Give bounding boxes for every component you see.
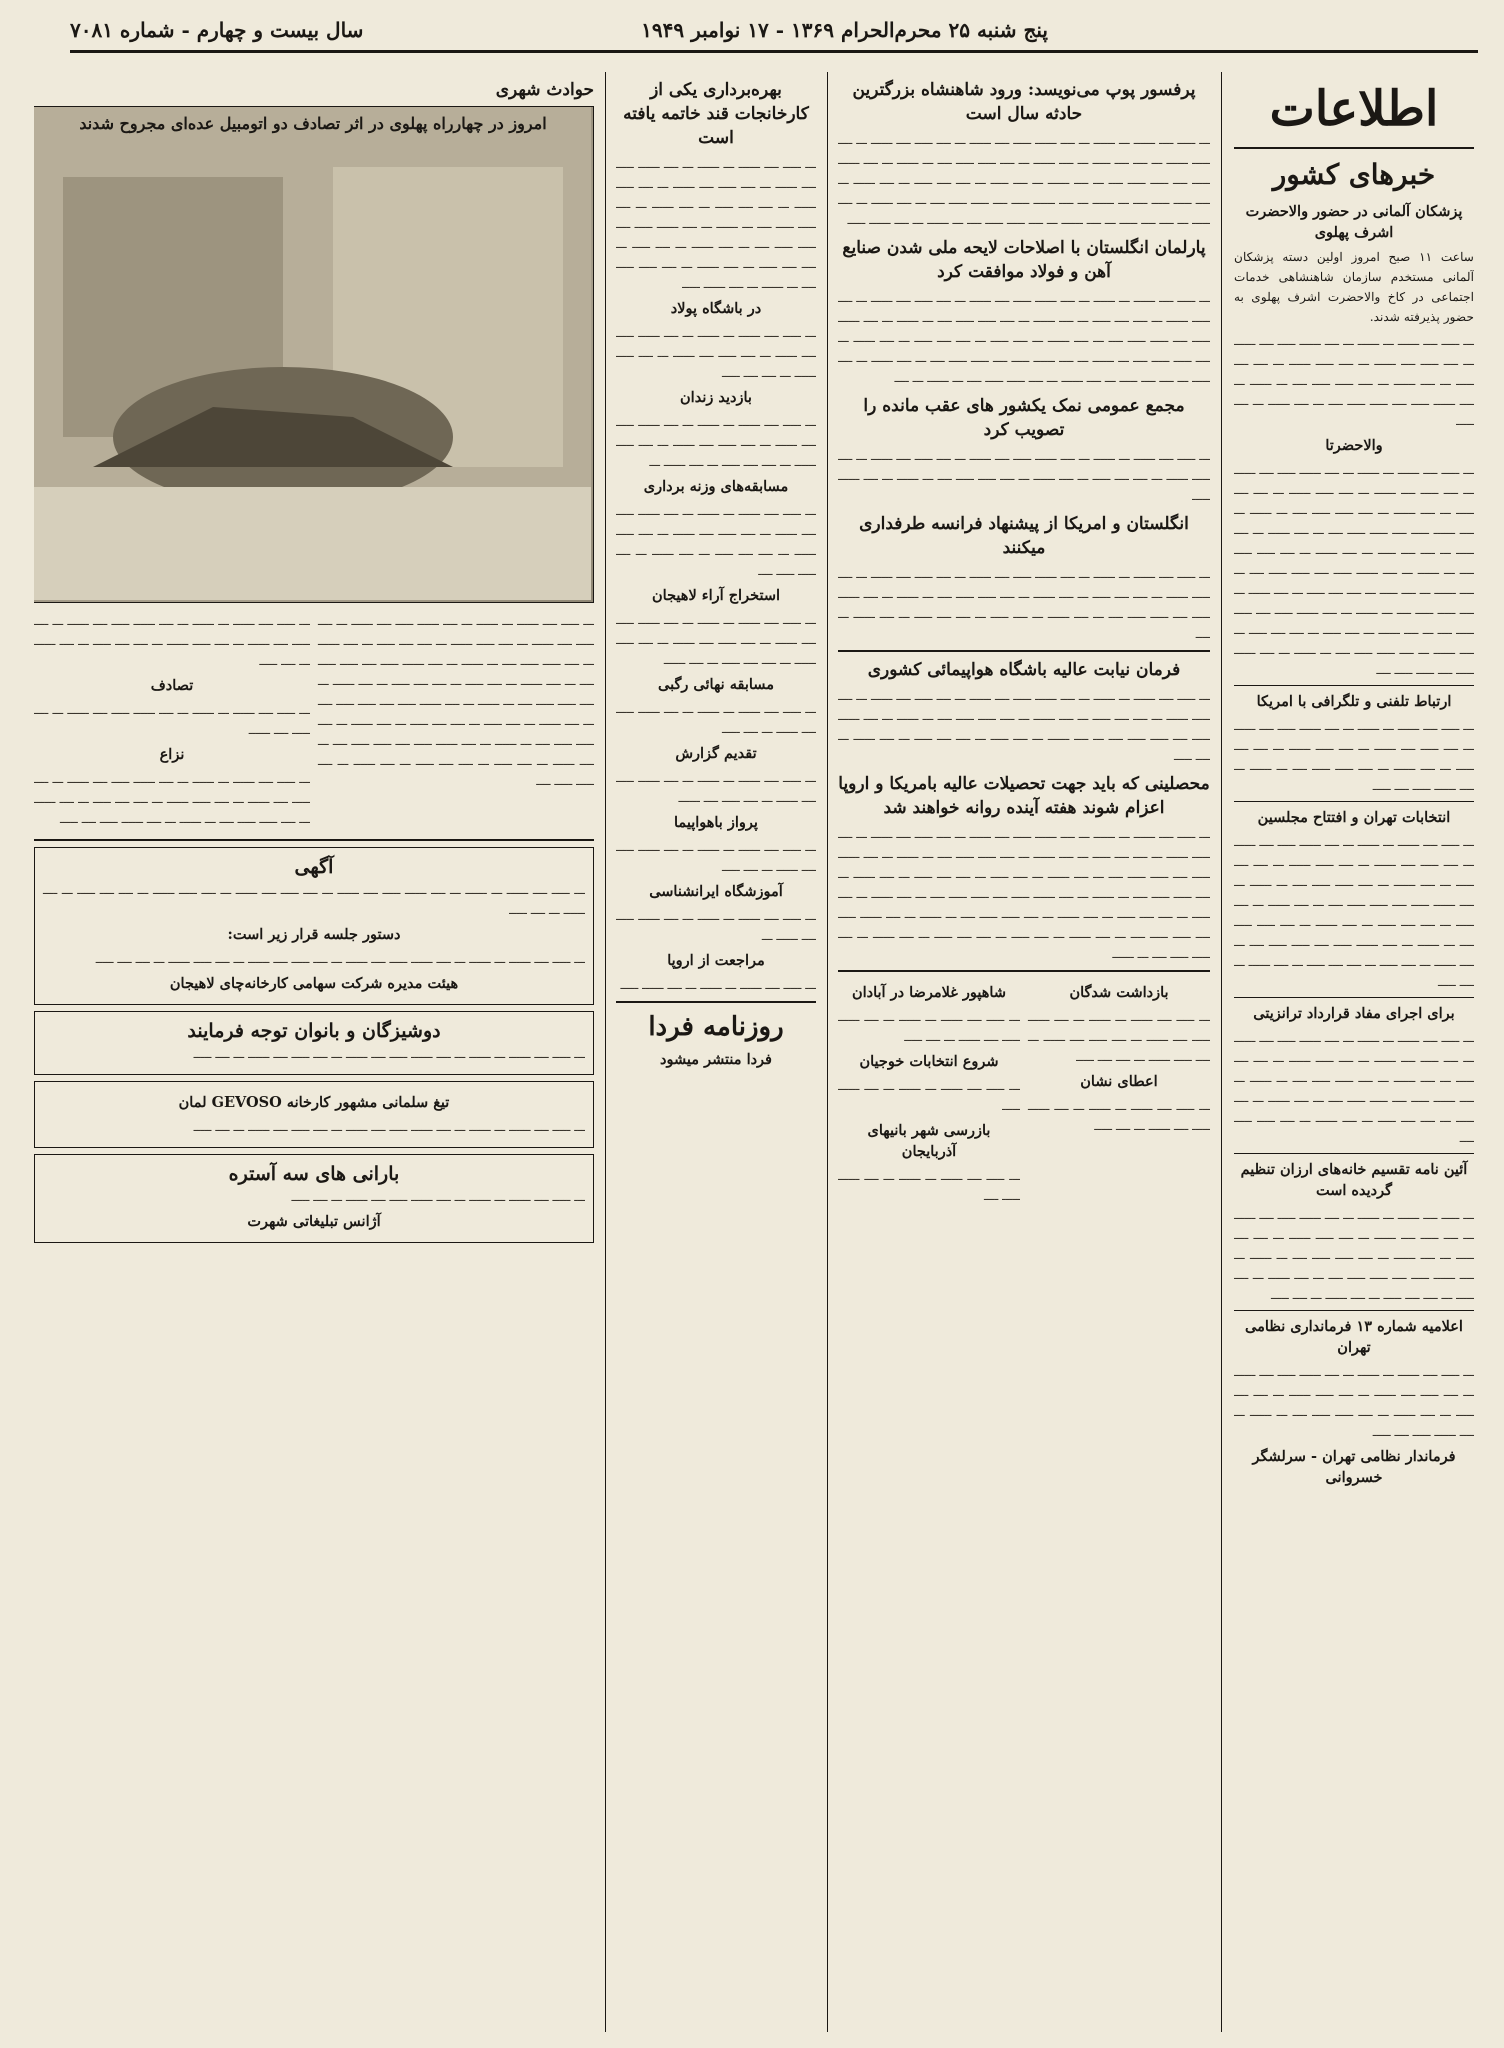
headline-weightlifting: مسابقه‌های وزنه برداری — [643, 478, 789, 495]
subhead-highness: والاحضرتا — [1325, 437, 1383, 454]
article-body: ـــ ـــــ ــــ ــــــ ـــ ــــــ ـــ ــــ ــــــ ـــــ ــــ ــــــ ـــ ــــ ـــــ ــــ ــــــ ـــ ــــ ـــــ ــــــ ـــ ــــ ــــ ـــــ ـــ ــــ ــــــ ـــ ــــ ـــــ ـــــ ــــ ـــ ــــــ ـــ ــــ ــــــ ـــــ ــــ ـــــ ـــــ ــــ ـــ ــــ ــــــ ـــ ــــ ـــــ ـــ ــــ ــــ ـــــ ـــ ــــ ــــــ ـــ ــــ ـــــ — [838, 689, 1210, 763]
headline-un-assembly: مجمع عمومی نمک یکشور های عقب مانده را تصویب کرد — [863, 396, 1185, 440]
article-body: ـــ ـــــ ــــ ــــــ ـــ ــــــ ـــ ــــ ــــــ ـــــ ــــ ــــــ ـــ ــــ ـــــ ــــ ــــــ ـــ ــــ ـــــ ــــــ ـــ ــــ ــــ ـــــ ـــ ــــ ــــــ ـــ ــــ ـــــ ـــــ ــــ ـــ ــــــ ـــ ــــ ــــــ ـــــ ــــ ـــــ ـــــ ــــ ـــ ــــ ــــــ ـــ ــــ ـــــ ـــ ــــ ــــ ـــــ ـــ ــــ ــــــ ـــ ــــ ـــــ ـــــ ــــ ـــ ــــــ ـــ ــــ ــــــ ـــــ ــــ ـــــ ـــــ ــــ ـــ ــــ ــــــ ـــ ــــ ـــــ ـــ ــــ ــــ ـــــ ـــ ــــ ــــــ ـــ ــــ ـــــ ـــــ ــــ ـــ ــــــ ـــ ــــ ــــــ ـــــ ــــ ـــــ ـــــ ــــ ـــ ــــ ــــــ ـــ ــــ ـــــ ـــ ــــ ــــ ـــــ ـــ ــــ ــــــ ـــ ــــ ـــــ ـــــ ــــ ـــ ــــــ — [838, 827, 1210, 961]
ad-ladies-title: دوشیزگان و بانوان توجه فرمایند — [187, 1020, 441, 1042]
headline-prison-visit: بازدید زندان — [680, 389, 752, 406]
headline-pope-shah-visit: پرفسور پوپ می‌نویسد: ورود شاهنشاه بزرگترین حادثه سال است — [852, 80, 1196, 124]
column-1 — [1234, 72, 1474, 2032]
headline-accident: تصادف — [150, 677, 194, 694]
headline-quarrel: نزاع — [159, 746, 185, 763]
brief-news-grid: بازداشت شدگان ـــ ـــــ ــــ ــــــ ـــ ــــــ ـــ ــــ ــــــ ـــــ ــــ ــــــ ـــ ــــ ـــــ ــــ ــــــ ـــ ــــ ـــــ ــــــ ـــ ــــ ــــ ـــــ اعطای نشان ـــ ـــــ ــــ ــــــ ـــ ــــــ ـــ ــــ ــــــ ـــــ ــــ ــــــ ـــ ــــ ـــــ شاهپور غلامرضا در آبادان ـــ ـــــ ــــ ــــــ ـــ ــــــ ـــ ــــ ــــــ ـــــ ــــ ــــــ ـــ ــــ ـــــ شروع انتخابات خوجیان ـــ ـــــ ــــ ــــــ ـــ ــــــ ـــ ــــ ــــــ ـــــ بازرسی شهر بانیهای آذربایجان ـــ ـــــ ــــ ــــــ ـــ ــــــ ـــ ــــ ــــــ ـــــ ــــ — [838, 984, 1210, 1203]
brief-khojian-elections: شروع انتخابات خوجیان — [859, 1053, 999, 1070]
headline-report-submitted: تقدیم گزارش — [675, 745, 757, 762]
newspaper-logo: اطلاعات — [1234, 72, 1474, 149]
article-body: ـــ ـــــ ــــ ــــــ ـــ ــــــ ـــ ــــ ــــــ ـــــ ــــ ــــــ ـــ ــــ ـــــ ــــ ــــــ ـــ ــــ ـــــ ــــــ ـــ ــــ ــــ ـــــ ـــ ــــ ــــــ ـــ ــــ ـــــ ـــــ ــــ ـــ ــــــ ـــ ــــ ــــــ ـــــ ــــ ـــــ ـــــ ــــ ـــ ــــ ــــــ ـــ ــــ ـــــ ـــ ــــ ــــ ـــــ ـــ ــــ ــــــ ـــ ــــ ـــــ ـــــ ــــ ـــ ــــــ ـــ ــــ ــــــ ـــــ ــــ ـــــ ـــــ ــــ ـــ ــــ ــــــ ـــ ــــ ـــــ ـــ ــــ ــــ ـــــ ـــ ــــ ــــــ ـــ ــــ ـــــ ـــــ ــــ ـــ ــــــ ـــ ــــ ــــــ ـــــ ــــ ـــــ ـــــ ــــ ـــ ــــ ــــــ ـــ ــــ ـــــ ـــ ــــ ــــ ـــــ ـــ ــــ ــــــ ـــ ــــ ـــــ ـــــ ــــ ـــ ــــــ ـــ ــــ ــــــ ـــــ ــــ ـــــ ـــــ ــــ — [1234, 463, 1474, 677]
headline-sugar-factory: بهره‌برداری یکی از کارخانجات قند خاتمه یافته است — [623, 80, 809, 148]
ad-raincoats: بارانی های سه آستره ـــ ـــــ ــــ ــــــ ـــ ــــــ ـــ ــــ ــــــ ـــــ ــــ ــــــ ـــ ــــ ـــــ آژانس تبلیغاتی شهرت — [34, 1154, 594, 1243]
brief-medal: اعطای نشان — [1080, 1073, 1158, 1090]
headline-tehran-elections: انتخابات تهران و افتتاح مجلسین — [1257, 809, 1451, 826]
dateline — [70, 10, 1478, 48]
article-body: ـــ ـــــ ــــ ــــــ ـــ ــــــ ـــ ــــ ــــــ ـــــ ــــ ــــــ ـــ ــــ ـــــ ــــ ــــــ ـــ ــــ ـــــ ــــــ ـــ ــــ ــــ ـــــ ـــ ــــ ــــــ ـــ ــــ ـــــ ـــــ ــــ ـــ ــــــ ـــ ــــ ــــــ ـــــ ــــ ـــــ ـــــ ــــ ـــ ــــ ــــــ ـــ ــــ ـــــ ـــ ــــ ــــ ـــــ ـــ ــــ ــــــ ـــ ــــ ـــــ ـــــ ــــ ـــ ــــــ ـــ ــــ ــــــ ـــــ ــــ ـــــ ـــــ ــــ ـــ ــــ ــــــ ـــ ــــ ـــــ ـــ ــــ ــــ ـــــ ـــ ــــ ــــــ ـــ ــــ ـــــ — [1234, 835, 1474, 989]
brief-prince-abadan: شاهپور غلامرضا در آبادان — [851, 984, 1007, 1001]
article-body: ـــ ـــــ ــــ ــــــ ـــ ــــــ ـــ ــــ ــــــ ـــــ ــــ ــــــ ـــ ــــ ـــــ ــــ ــــــ ـــ ــــ ـــــ ــــــ ـــ ــــ ــــ ـــــ ـــ ــــ ــــــ ـــ ــــ ـــــ ـــــ ــــ ـــ ــــــ ـــ ــــ ــــــ ـــــ ــــ ـــــ ـــــ ــــ ـــ ــــ ــــــ ـــ ــــ ـــــ — [1234, 334, 1474, 428]
column-divider — [1221, 72, 1222, 2032]
article-body: ـــ ـــــ ــــ ــــــ ـــ ــــــ ـــ ــــ ــــــ ـــــ ــــ ــــــ ـــ ــــ ـــــ ــــ ــــــ ـــ ــــ ـــــ ــــــ ـــ ــــ ــــ ـــــ ـــ ــــ ــــــ ـــ ــــ ـــــ ـــــ ــــ ـــ ــــــ ـــ ــــ ــــــ ـــــ ــــ ـــــ — [1234, 719, 1474, 793]
section-city-events: حوادث شهری — [495, 80, 594, 100]
ad-farda-subtitle: فردا منتشر میشود — [660, 1051, 772, 1068]
ad-lahijan-tea-company: آگهی ـــ ـــــ ــــ ــــــ ـــ ــــــ ـــ ــــ ــــــ ـــــ ــــ ــــــ ـــ ــــ ـــــ ــــ ــــــ ـــ ــــ ـــــ ــــــ ـــ ــــ ــــ ـــــ ـــ ــــ ــــــ ـــ ــــ ـــــ دستور جلسه قرار زیر است: ـــ ـــــ ــــ ــــــ ـــ ــــــ ـــ ــــ ــــــ ـــــ ــــ ــــــ ـــ ــــ ـــــ ــــ ــــــ ـــ ــــ ـــــ ــــــ ـــ ــــ ــــ ـــــ هیئت مدیره شرکت سهامی کارخانه‌چای لاهیجان — [34, 847, 594, 1005]
ad-raincoats-signature: آژانس تبلیغاتی شهرت — [247, 1213, 381, 1230]
article-body: ـــ ـــــ ــــ ــــــ ـــ ــــــ ـــ ــــ ــــــ ـــــ ــــ ــــــ ـــ ــــ ـــــ ــــ ــــــ ـــ ــــ ـــــ ــــــ ـــ ــــ ــــ ـــــ ـــ ــــ ــــــ ـــ ــــ ـــــ ـــــ ــــ ـــ ــــــ ـــ ــــ ــــــ ـــــ ــــ ـــــ ـــــ ــــ ـــ ــــ ــــــ ـــ ــــ ـــــ ـــ ــــ ــــ ـــــ ـــ ــــ ــــــ ـــ ــــ ـــــ — [1234, 1208, 1474, 1302]
photo-image — [34, 107, 591, 600]
brief-detainees: بازداشت شدگان — [1069, 984, 1169, 1001]
headline-german-doctors: پزشکان آلمانی در حضور والاحضرت اشرف پهلوی — [1245, 203, 1463, 241]
ad-notice-title: آگهی — [294, 856, 334, 878]
article-body: ـــ ـــــ ــــ ــــــ ـــ ــــــ ـــ ــــ ــــــ ـــــ ــــ ــــــ ـــ ــــ ـــــ ــــ ــــــ ـــ ــــ ـــــ ــــــ ـــ ــــ ــــ ـــــ ـــ ــــ ــــــ ـــ ــــ ـــــ ـــــ ــــ ـــ ــــــ ـــ ــــ ــــــ ـــــ — [838, 449, 1210, 503]
article-body: ـــ ـــــ ــــ ــــــ ـــ ــــــ ـــ ــــ ــــــ ـــــ ــــ ــــــ ـــ ــــ ـــــ ــــ ــــــ ـــ ــــ ـــــ ــــــ ـــ ــــ ــــ ـــــ ـــ ــــ ــــــ ـــ ــــ ـــــ ـــــ ــــ ـــ ــــــ ـــ ــــ ــــــ ـــــ ــــ ـــــ ـــــ ــــ ـــ ــــ ــــــ ـــ ــــ ـــــ ـــ ــــ ــــ ـــــ ـــ ــــ ــــــ ـــ ــــ ـــــ ـــــ ــــ — [1234, 1031, 1474, 1145]
headline-aviation-club: فرمان نیابت عالیه باشگاه هواپیمائی کشوری — [867, 660, 1181, 680]
article-body: ـــ ـــــ ــــ ــــــ ـــ ــــــ ـــ ــــ ــــــ ـــــ ــــ ــــــ ـــ ــــ ـــــ ــــ ــــــ ـــ ــــ ـــــ ــــــ ـــ ــــ ــــ ـــــ ـــ ــــ ــــــ ـــ ــــ ـــــ ـــــ ــــ ـــ ــــــ ـــ ــــ ــــــ ـــــ ــــ ـــــ ـــــ ــــ ـــ ــــ ــــــ ـــ ــــ ـــــ ـــ ــــ ــــ ـــــ ـــ ــــ ــــــ ـــ ــــ — [838, 567, 1210, 641]
headline-lahijan-votes: استخراج آراء لاهیجان — [652, 587, 780, 604]
issue-date: پنج شنبه ۲۵ محرم‌الحرام ۱۳۶۹ - ۱۷ نوامبر ۱۹۴۹ — [641, 18, 1048, 42]
headline-uk-us-france: انگلستان و امریکا از پیشنهاد فرانسه طرفداری میکنند — [859, 514, 1189, 558]
column-3: بهره‌برداری یکی از کارخانجات قند خاتمه یافته است ـــ ـــــ ــــ ــــــ ـــ ــــــ ـــ ــــ ــــــ ـــــ ــــ ــــــ ـــ ــــ ـــــ ــــ ــــــ ـــ ــــ ـــــ ــــــ ـــ ــــ ــــ ـــــ ـــ ــــ ــــــ ـــ ــــ ـــــ ـــــ ــــ ـــ ــــــ ـــ ــــ ــــــ ـــــ ــــ ـــــ ـــــ ــــ ـــ ــــ ــــــ ـــ ــــ ـــــ ـــ ــــ ــــ ـــــ ـــ ــــ ــــــ ـــ ــــ ـــــ ـــــ ــــ ـــ ــــــ ـــ ــــ ــــــ ـــــ در باشگاه پولاد ـــ ـــــ ــــ ــــــ ـــ ــــــ ـــ ــــ ــــــ ـــــ ــــ ــــــ ـــ ــــ ـــــ ــــ ــــــ ـــ ــــ ـــــ ــــــ ـــ ــــ ــــ ـــــ بازدید زندان ـــ ـــــ ــــ ــــــ ـــ ــــــ ـــ ــــ ــــــ ـــــ ــــ ــــــ ـــ ــــ ـــــ ــــ ــــــ ـــ ــــ ـــــ ــــــ ـــ ــــ ــــ ـــــ ـــ ــــ ــــــ ـــ مسابقه‌های وزنه برداری ـــ ـــــ ــــ ــــــ ـــ ــــــ ـــ ــــ ــــــ ـــــ ــــ ــــــ ـــ ــــ ـــــ ــــ ــــــ ـــ ــــ ـــــ ــــــ ـــ ــــ ــــ ـــــ ـــ ــــ ــــــ ـــ ــــ ـــــ ـــــ ــــ استخراج آراء لاهیجان ـــ ـــــ ــــ ــــــ ـــ ــــــ ـــ ــــ ــــــ ـــــ ــــ ــــــ ـــ ــــ ـــــ ــــ ــــــ ـــ ــــ ـــــ ــــــ ـــ ــــ ــــ ـــــ ـــ ــــ ــــــ مسابقه نهائی رگبی ـــ ـــــ ــــ ــــــ ـــ ــــــ ـــ ــــ ــــــ ـــــ ــــ ــــــ ـــ ــــ ـــــ تقدیم گزارش ـــ ـــــ ــــ ــــــ ـــ ــــــ ـــ ــــ ــــــ ـــــ ــــ ــــــ ـــ ــــ ـــــ ــــ ــــــ پرواز باهواپیما ـــ ـــــ ــــ ــــــ ـــ ــــــ ـــ ــــ ــــــ ـــــ ــــ ــــــ ـــ ــــ ـــــ آموزشگاه ایرانشناسی ـــ ـــــ ــــ ــــــ ـــ ــــــ ـــ ــــ ــــــ ـــــ ــــ ــــــ ـــ مراجعت از اروپا ـــ ـــــ ــــ ــــــ ـــ ــــــ ـــ ــــ ــــــ ـــــ روزنامه فردا فردا منتشر میشود — [616, 80, 816, 1068]
photo-headline: امروز در چهارراه پهلوی در اثر تصادف دو اتومبیل عده‌ای مجروح شدند — [79, 114, 547, 133]
headline-return-europe: مراجعت از اروپا — [667, 952, 765, 969]
headline-flight: پرواز باهواپیما — [674, 814, 758, 831]
headline-iranology-school: آموزشگاه ایرانشناسی — [649, 883, 783, 900]
column-divider — [605, 72, 606, 2032]
ad-ladies-notice: دوشیزگان و بانوان توجه فرمایند ـــ ـــــ ــــ ــــــ ـــ ــــــ ـــ ــــ ــــــ ـــــ ــــ ــــــ ـــ ــــ ـــــ ــــ ــــــ ـــ ــــ ـــــ — [34, 1011, 594, 1075]
ad-raincoats-title: بارانی های سه آستره — [228, 1163, 400, 1185]
accident-photo — [34, 106, 594, 603]
headline-telephone-america: ارتباط تلفنی و تلگرافی با امریکا — [1256, 693, 1452, 710]
signature-military-governor: فرماندار نظامی تهران - سرلشگر خسروانی — [1252, 1448, 1456, 1486]
headline-steel-club: در باشگاه پولاد — [670, 300, 762, 317]
masthead-rule — [70, 50, 1478, 53]
section-title-national: خبرهای کشور — [1272, 158, 1436, 191]
ad-agenda-title: دستور جلسه قرار زیر است: — [227, 926, 401, 943]
column-2 — [838, 72, 1210, 2032]
headline-uk-parliament-steel: پارلمان انگلستان با اصلاحات لایحه ملی شدن صنایع آهن و فولاد موافقت کرد — [842, 238, 1206, 282]
column-4 — [34, 72, 594, 2032]
city-news-grid: ـــ ـــــ ــــ ــــــ ـــ ــــــ ـــ ــــ ــــــ ـــــ ــــ ــــــ ـــ ــــ ـــــ ــــ ــــــ ـــ ــــ ـــــ ــــــ ـــ ــــ ــــ ـــــ ـــ ــــ ــــــ ـــ ــــ ـــــ ـــــ ــــ ـــ ــــــ ـــ ــــ ــــــ ـــــ ــــ ـــــ ـــــ ــــ ـــ ــــ ــــــ ـــ ــــ ـــــ ـــ ــــ ــــ ـــــ ـــ ــــ ــــــ ـــ ــــ ـــــ ـــــ ــــ ـــ ــــــ ـــ ــــ ــــــ ـــــ ــــ ـــــ ـــــ ــــ ـــ ــــ ــــــ ـــ ــــ ـــــ ـــ ــــ ــــ ـــــ ـــ ــــ ــــــ ـــ ــــ ـــــ ـــــ ــــ ـــ ــــــ ـــ ــــ ــــــ ـــــ ــــ ـــــ ـــــ ــــ ـــ ــــ ــــــ ـــ ــــ ـــــ ـــ ــــ ــــ ـــــ ـــ ــــ ــــــ ـــ ــــ ـــــ ـــــ ــــ ـــ ـــــ ــــ ــــــ ـــ ــــــ ـــ ــــ ــــــ ـــــ ــــ ــــــ ـــ ــــ ـــــ ــــ ــــــ ـــ ــــ ـــــ ــــــ ـــ ــــ ــــ ـــــ ـــ ــــ ــــــ ـــ ــــ ـــــ تصادف ـــ ـــــ ــــ ــــــ ـــ ــــــ ـــ ــــ ــــــ ـــــ ــــ ــــــ ـــ ــــ ـــــ ــــ ــــــ نزاع ـــ ـــــ ــــ ــــــ ـــ ــــــ ـــ ــــ ــــــ ـــــ ــــ ــــــ ـــ ــــ ـــــ ــــ ــــــ ـــ ــــ ـــــ ــــــ ـــ ــــ ــــ ـــــ ـــ ــــ ــــــ ـــ ــــ ـــــ ـــــ ــــ ـــ ــــــ ـــ ــــ ــــــ ـــــ ــــ ـــــ — [34, 614, 594, 826]
headline-students-abroad: محصلینی که باید جهت تحصیلات عالیه بامریکا و اروپا اعزام شوند هفته آینده روانه خواهند شد — [838, 774, 1210, 818]
article-body: ـــ ـــــ ــــ ــــــ ـــ ــــــ ـــ ــــ ــــــ ـــــ ــــ ــــــ ـــ ــــ ـــــ ــــ ــــــ ـــ ــــ ـــــ ــــــ ـــ ــــ ــــ ـــــ ـــ ــــ ــــــ ـــ ــــ ـــــ ـــــ ــــ ـــ ــــــ ـــ ــــ ــــــ ـــــ ــــ ـــــ ـــــ ــــ ـــ ــــ ــــــ ـــ ــــ ـــــ ـــ ــــ ــــ ـــــ ـــ ــــ ــــــ ـــ ــــ ـــــ ـــــ ــــ ـــ ــــــ ـــ ــــ ــــــ ـــــ ــــ ـــــ ـــــ ــــ ـــ ــــ ــــــ ـــ ــــ ـــــ ـــ ــــ ــــ ـــــ ـــ ــــ ــــــ ـــ ــــ ـــــ ـــــ ــــ ـــ ــــــ ـــ ــــ ــــــ ـــــ — [838, 133, 1210, 227]
ad-gevoso-title: تیغ سلمانی مشهور کارخانه GEVOSO لمان — [178, 1094, 450, 1111]
article-body: ـــ ـــــ ــــ ــــــ ـــ ــــــ ـــ ــــ ــــــ ـــــ ــــ ــــــ ـــ ــــ ـــــ ــــ ــــــ ـــ ــــ ـــــ ــــــ ـــ ــــ ــــ ـــــ ـــ ــــ ــــــ ـــ ــــ ـــــ ـــــ ــــ ـــ ــــــ ـــ ــــ ــــــ ـــــ ــــ ـــــ — [1234, 1365, 1474, 1439]
brief-azerbaijan-police: بازرسی شهر بانیهای آذربایجان — [867, 1122, 991, 1160]
ad-tea-signature: هیئت مدیره شرکت سهامی کارخانه‌چای لاهیجان — [169, 975, 459, 992]
column-divider — [827, 72, 828, 2032]
ad-gevoso-razor: تیغ سلمانی مشهور کارخانه GEVOSO لمان ـــ ـــــ ــــ ــــــ ـــ ــــــ ـــ ــــ ــــــ ـــــ ــــ ــــــ ـــ ــــ ـــــ ــــ ــــــ ـــ ــــ ـــــ — [34, 1081, 594, 1148]
headline-rugby-final: مسابقه نهائی رگبی — [658, 676, 774, 693]
headline-martial-law-notice: اعلامیه شماره ۱۳ فرمانداری نظامی تهران — [1245, 1318, 1463, 1356]
article-german-doctors: ساعت ۱۱ صبح امروز اولین دسته پزشکان آلمانی مستخدم سازمان شاهنشاهی خدمات اجتماعی در کاخ والاحضرت اشرف پهلوی به حضور پذیرفته شدند. — [1234, 250, 1474, 324]
headline-transit-agreement: برای اجرای مفاد قرارداد ترانزیتی — [1253, 1005, 1455, 1022]
headline-cheap-housing: آئین نامه تقسیم خانه‌های ارزان تنظیم گردیده است — [1240, 1161, 1468, 1199]
article-body: ـــ ـــــ ــــ ــــــ ـــ ــــــ ـــ ــــ ــــــ ـــــ ــــ ــــــ ـــ ــــ ـــــ ــــ ــــــ ـــ ــــ ـــــ ــــــ ـــ ــــ ــــ ـــــ ـــ ــــ ــــــ ـــ ــــ ـــــ ـــــ ــــ ـــ ــــــ ـــ ــــ ــــــ ـــــ ــــ ـــــ ـــــ ــــ ـــ ــــ ــــــ ـــ ــــ ـــــ ـــ ــــ ــــ ـــــ ـــ ــــ ــــــ ـــ ــــ ـــــ ـــــ ــــ ـــ ــــــ ـــ ــــ ــــــ ـــــ ــــ ـــــ ـــــ ــــ ـــ ــــ ــــــ ـــ ــــ ـــــ ـــ ــــ ــــ ـــــ ـــ ــــ ــــــ ـــ ــــ ـــــ ـــــ ــــ ـــ ــــــ ـــ ــــ — [838, 291, 1210, 385]
issue-volume: سال بیست و چهارم - شماره ۷۰۸۱ — [70, 18, 364, 42]
ad-farda-newspaper: روزنامه فردا — [648, 1012, 784, 1042]
